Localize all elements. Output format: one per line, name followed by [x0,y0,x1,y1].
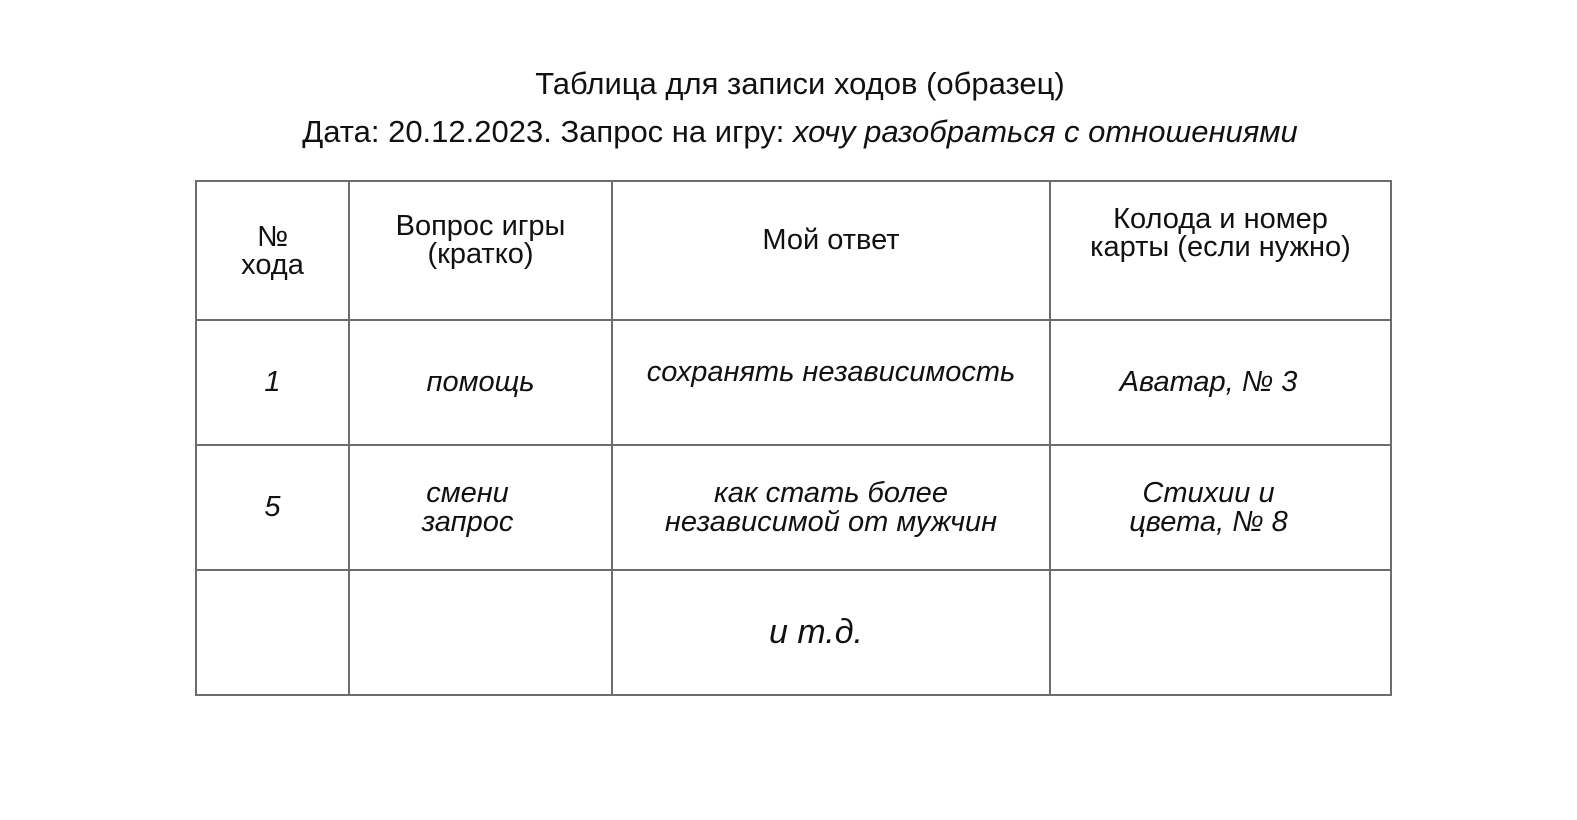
cell-question: помощь [349,320,612,445]
subtitle-date-label: Дата: 20.12.2023. Запрос на игру: [302,114,794,149]
cell-answer: сохранять независимость [612,320,1050,445]
cell-answer: как стать более независимой от мужчин [612,445,1050,570]
table-row [196,320,1391,445]
document-title: Таблица для записи ходов (образец) [535,66,1065,101]
cell-answer: и т.д. [612,570,1050,695]
cell-question [349,570,612,695]
cell-move-number [196,570,349,695]
cell-move-number: 1 [196,320,349,445]
header-move-number: № хода [196,181,349,320]
document-subtitle [0,112,1577,152]
moves-table [195,180,1392,696]
cell-question: смени запрос [349,445,612,570]
header-question: Вопрос игры (кратко) [349,181,612,320]
header-answer: Мой ответ [612,181,1050,320]
table-row [196,570,1391,695]
table-row [196,445,1391,570]
cell-deck: Стихии и цвета, № 8 [1050,445,1391,570]
cell-move-number: 5 [196,445,349,570]
cell-deck [1050,570,1391,695]
cell-deck: Аватар, № 3 [1050,320,1391,445]
header-deck: Колода и номер карты (если нужно) [1050,181,1391,320]
table-header-row [196,181,1391,320]
subtitle-request: хочу разобраться с отношениями [793,114,1298,149]
